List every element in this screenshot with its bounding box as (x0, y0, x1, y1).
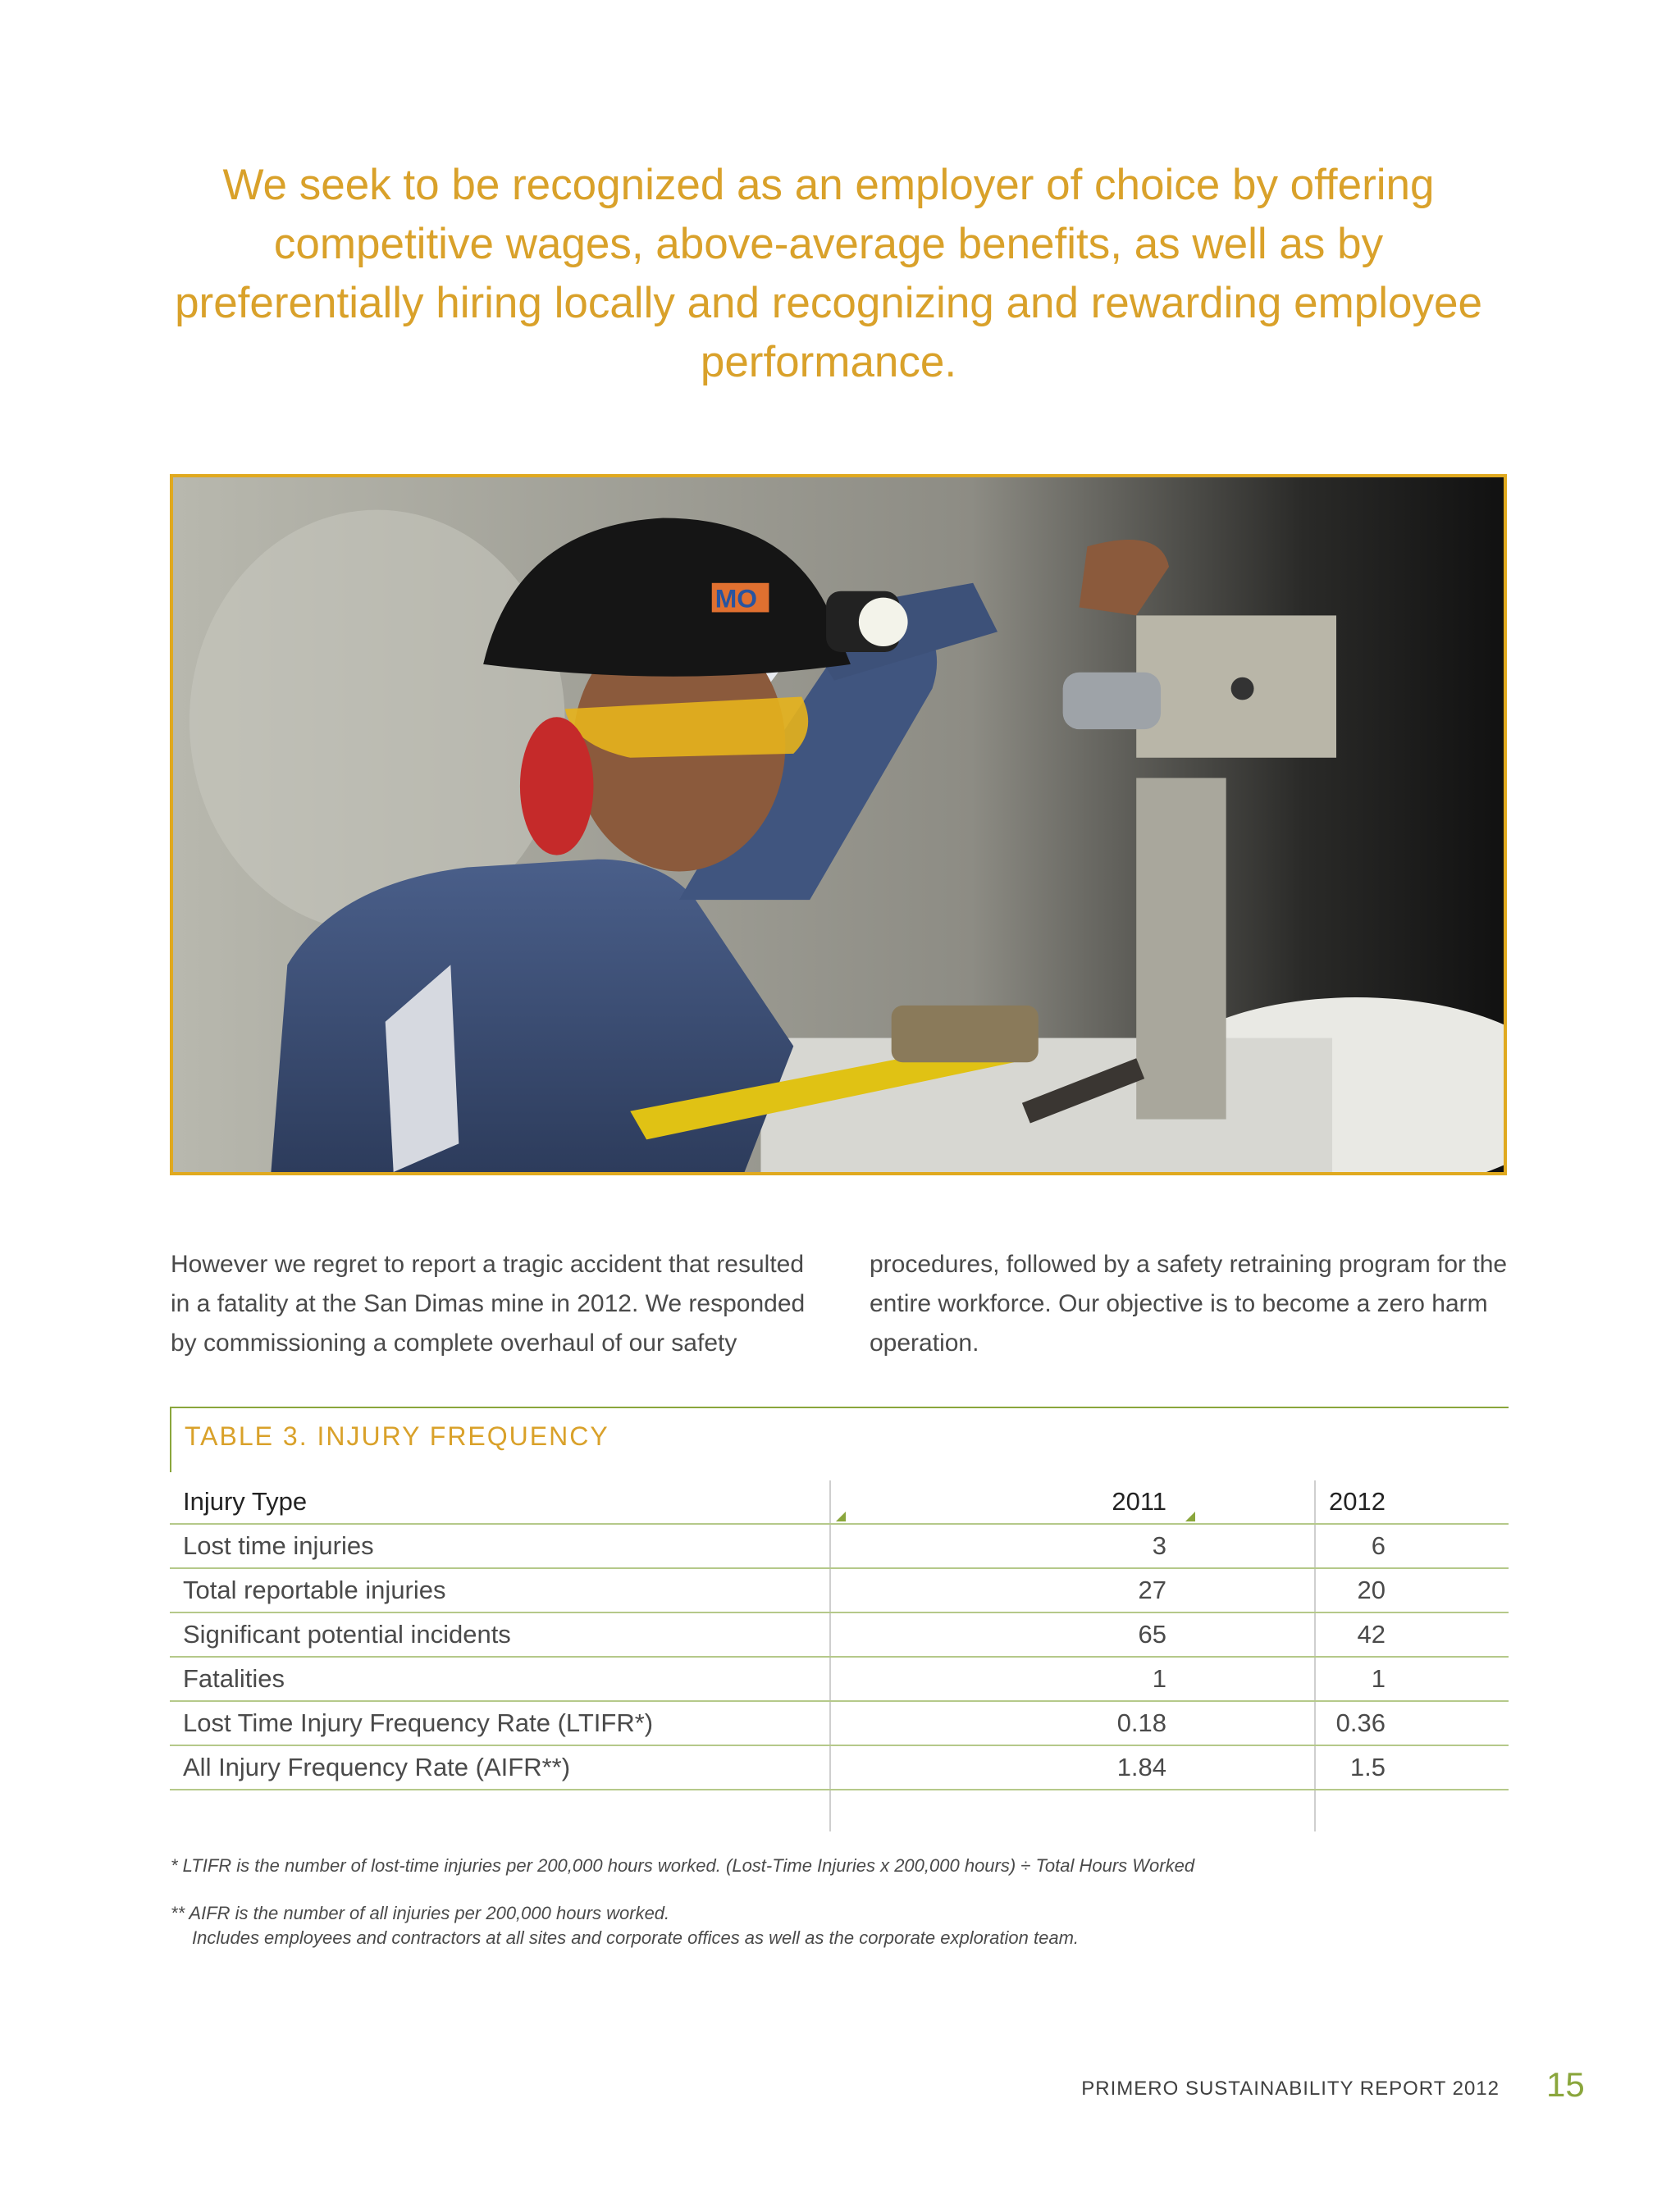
table-left-rule (170, 1407, 171, 1472)
row-label: Lost Time Injury Frequency Rate (LTIFR*) (170, 1701, 830, 1745)
row-value-2011: 1 (830, 1657, 1315, 1701)
row-label: Total reportable injuries (170, 1568, 830, 1612)
footnote-aifr-line2: Includes employees and contractors at all sites and corporate offices as well as the corporate exploration team. (192, 1927, 1080, 1948)
table-row (170, 1657, 1509, 1701)
row-value-2012: 1.5 (1315, 1745, 1509, 1790)
table-title: TABLE 3. INJURY FREQUENCY (185, 1421, 609, 1451)
table-row (170, 1745, 1509, 1790)
row-value-2011: 65 (830, 1612, 1315, 1657)
row-value-2011: 27 (830, 1568, 1315, 1612)
header-injury-type: Injury Type (170, 1480, 830, 1524)
row-value-2012: 20 (1315, 1568, 1509, 1612)
row-value-2011: 3 (830, 1524, 1315, 1568)
row-value-2012: 1 (1315, 1657, 1509, 1701)
footnote-aifr-line1: ** AIFR is the number of all injuries per 200,000 hours worked. (171, 1903, 670, 1923)
row-value-2012: 0.36 (1315, 1701, 1509, 1745)
header-2011: 2011 (830, 1480, 1315, 1524)
footer-report-title: PRIMERO SUSTAINABILITY REPORT 2012 (1081, 2078, 1500, 2100)
body-paragraph-col1: However we regret to report a tragic accident that resulted in a fatality at the San Dimas mine in 2012. We responded by commissioning a complete overhaul of our safety (171, 1251, 806, 1357)
row-value-2012: 6 (1315, 1524, 1509, 1568)
body-paragraph-col2: procedures, followed by a safety retraining program for the entire workforce. Our objective is to become a zero harm operation. (870, 1251, 1508, 1357)
table-spacer-row (170, 1790, 1509, 1831)
footnote-ltifr: * LTIFR is the number of lost-time injuries per 200,000 hours worked. (Lost-Time Injuries x 200,000 hours) ÷ Total Hours Worked (171, 1855, 1195, 1876)
table-row (170, 1612, 1509, 1657)
column-marker (1185, 1512, 1195, 1521)
header-2012: 2012 (1315, 1480, 1509, 1524)
row-label: Fatalities (170, 1657, 830, 1701)
pull-quote: We seek to be recognized as an employer of choice by offering competitive wages, above-average benefits, as well as by preferentially hiring locally and recognizing and rewarding employee performance. (175, 161, 1482, 386)
row-value-2012: 42 (1315, 1612, 1509, 1657)
row-label: All Injury Frequency Rate (AIFR**) (170, 1745, 830, 1790)
miner-illustration (173, 477, 1504, 1172)
table-row (170, 1524, 1509, 1568)
row-value-2011: 0.18 (830, 1701, 1315, 1745)
footnote-aifr (171, 1901, 1079, 1950)
row-label: Significant potential incidents (170, 1612, 830, 1657)
column-marker (836, 1512, 846, 1521)
table-row (170, 1568, 1509, 1612)
helmet-sticker: MO (714, 583, 758, 613)
injury-frequency-table (170, 1480, 1509, 1831)
page-number: 15 (1546, 2065, 1585, 2104)
miner-photo (170, 474, 1507, 1175)
table-row (170, 1701, 1509, 1745)
table-top-rule (170, 1407, 1509, 1408)
row-label: Lost time injuries (170, 1524, 830, 1568)
row-value-2011: 1.84 (830, 1745, 1315, 1790)
